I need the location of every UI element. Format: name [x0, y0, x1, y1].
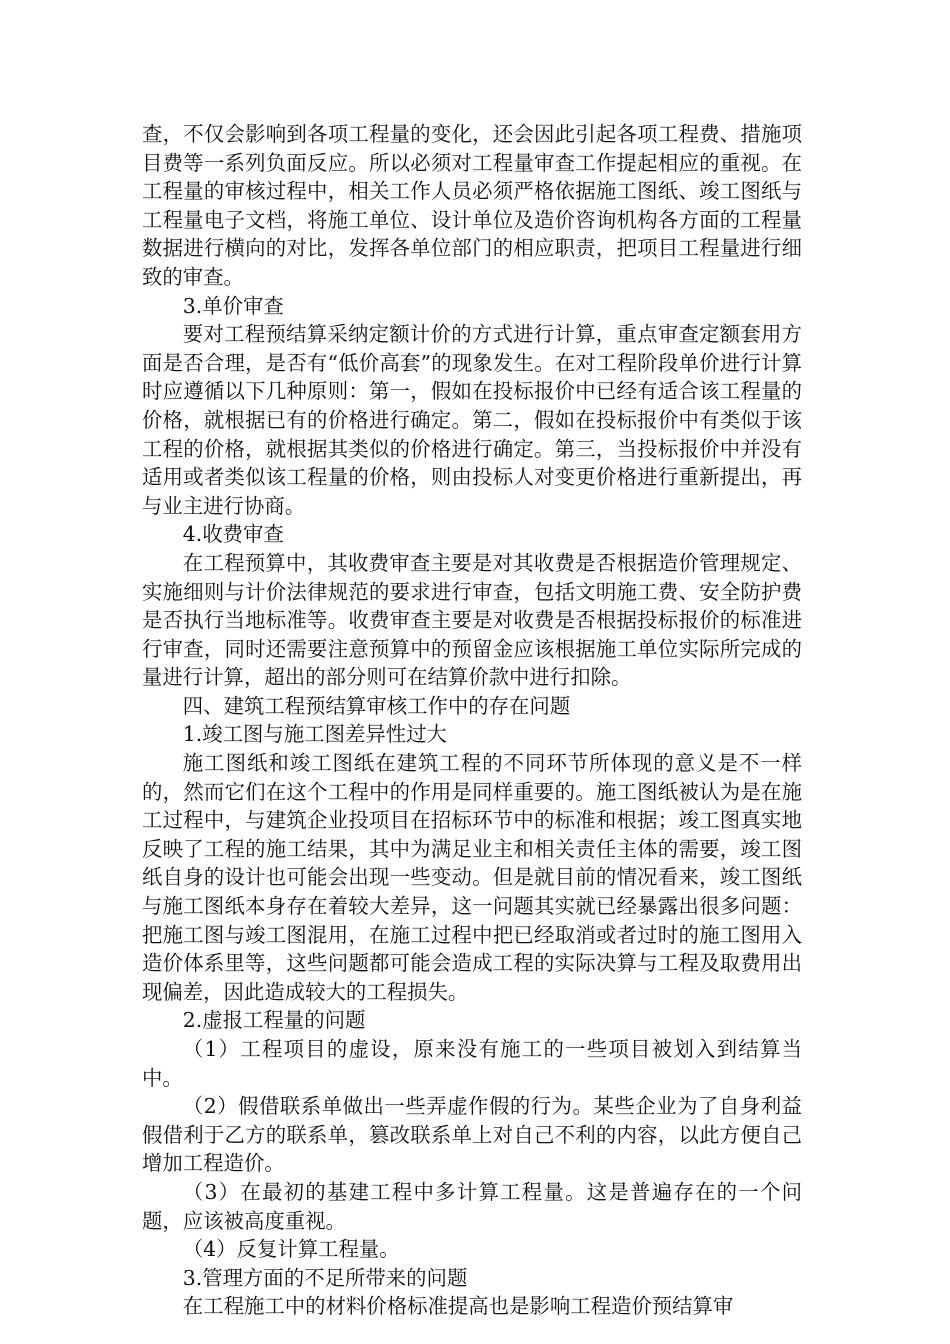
- heading-fee-review: 4.收费审查: [182, 522, 284, 547]
- section-title-existing-problems: 四、建筑工程预结算审核工作中的存在问题: [182, 693, 571, 718]
- heading-management-shortcomings: 3.管理方面的不足所带来的问题: [182, 1265, 468, 1290]
- paragraph-management-shortcomings: 在工程施工中的材料价格标准提高也是影响工程造价预结算审: [182, 1294, 734, 1319]
- list-item: （1）工程项目的虚设，原来没有施工的一些项目被划入到结算当中。: [142, 1037, 802, 1090]
- paragraph-fee-review: 在工程预算中，其收费审查主要是对其收费是否根据造价管理规定、实施细则与计价法律规范的要求进行审查，包括文明施工费、安全防护费是否执行当地标准等。收费审查主要是对收费是否根据投标报价的标准进行审查，同时还需要注意预算中的预留金应该根据施工单位实际所完成的量进行计算，超出的部分则可在结算价款中进行扣除。: [142, 550, 802, 690]
- list-item: （3）在最初的基建工程中多计算工程量。这是普遍存在的一个问题，应该被高度重视。: [142, 1179, 802, 1233]
- paragraph-drawing-differences: 施工图纸和竣工图纸在建筑工程的不同环节所体现的意义是不一样的，然而它们在这个工程中的作用是同样重要的。施工图纸被认为是在施工过程中，与建筑企业投项目在招标环节中的标准和根据；竣工图真实地反映了工程的施工结果，其中为满足业主和相关责任主体的需要，竣工图纸自身的设计也可能会出现一些变动。但是就目前的情况看来，竣工图纸与施工图纸本身存在着较大差异，这一问题其实就已经暴露出很多问题：把施工图与竣工图混用，在施工过程中把已经取消或者过时的施工图用入造价体系里等，这些问题都可能会造成工程的实际决算与工程及取费用出现偏差，因此造成较大的工程损失。: [142, 751, 802, 1004]
- heading-drawing-differences: 1.竣工图与施工图差异性过大: [182, 722, 447, 747]
- list-item: （2）假借联系单做出一些弄虚作假的行为。某些企业为了自身利益假借利于乙方的联系单，篡改联系单上对自己不利的内容，以此方便自己增加工程造价。: [142, 1094, 802, 1176]
- document-page: [142, 120, 802, 1321]
- list-item: （4）反复计算工程量。: [182, 1237, 400, 1262]
- paragraph-unit-price-review: 要对工程预结算采纳定额计价的方式进行计算，重点审查定额套用方面是否合理，是否有“低价高套”的现象发生。在对工程阶段单价进行计算时应遵循以下几种原则：第一，假如在投标报价中已经有适合该工程量的价格，就根据已有的价格进行确定。第二，假如在投标报价中有类似于该工程的价格，就根据其类似的价格进行确定。第三，当投标报价中并没有适用或者类似该工程量的价格，则由投标人对变更价格进行重新提出，再与业主进行协商。: [142, 322, 802, 518]
- heading-false-quantity-report: 2.虚报工程量的问题: [182, 1008, 366, 1033]
- paragraph-quantity-review-continued: 查，不仅会影响到各项工程量的变化，还会因此引起各项工程费、措施项目费等一系列负面反应。所以必须对工程量审查工作提起相应的重视。在工程量的审核过程中，相关工作人员必须严格依据施工图纸、竣工图纸与工程量电子文档，将施工单位、设计单位及造价咨询机构各方面的工程量数据进行横向的对比，发挥各单位部门的相应职责，把项目工程量进行细致的审查。: [142, 122, 802, 289]
- heading-unit-price-review: 3.单价审查: [182, 293, 284, 318]
